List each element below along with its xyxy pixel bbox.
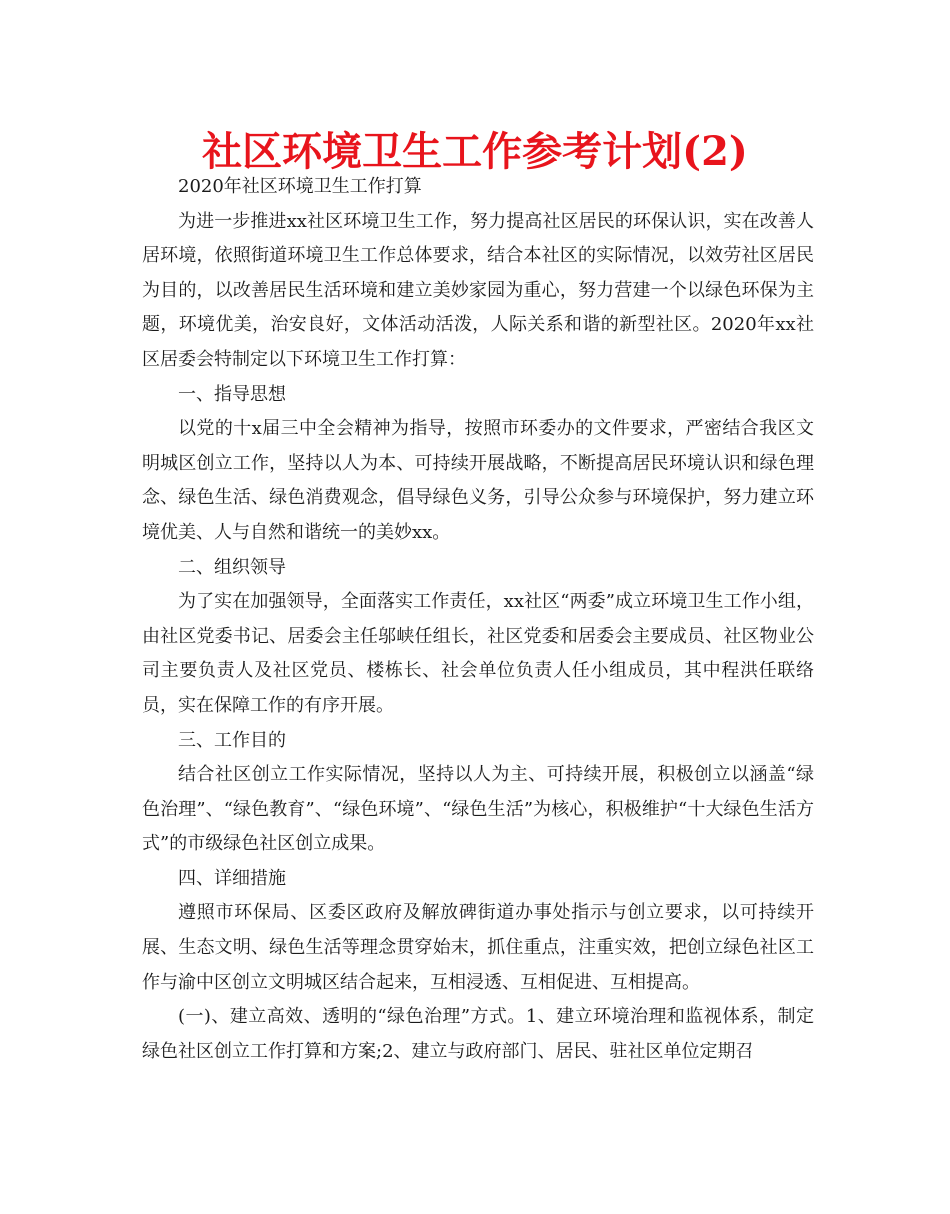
document-title: 社区环境卫生工作参考计划(2): [202, 128, 748, 175]
section-heading-organization: 二、组织领导: [178, 556, 286, 578]
section-paragraph-objectives: 结合社区创立工作实际情况，坚持以人为主、可持续开展，积极创立以涵盖“绿色治理”、“绿色教育”、“绿色环境”、“绿色生活”为核心，积极维护“十大绿色生活方式”的市级绿色社区创立成果。: [142, 764, 814, 855]
section-paragraph-measures: 遵照市环保局、区委区政府及解放碑街道办事处指示与创立要求，以可持续开展、生态文明、绿色生活等理念贯穿始末，抓住重点，注重实效，把创立绿色社区工作与渝中区创立文明城区结合起来，互相浸透、互相促进、互相提高。: [142, 902, 814, 993]
section-paragraph-organization: 为了实在加强领导，全面落实工作责任，xx社区“两委”成立环境卫生工作小组，由社区党委书记、居委会主任邬峡任组长，社区党委和居委会主要成员、社区物业公司主要负责人及社区党员、楼栋长、社会单位负责人任小组成员，其中程洪任联络员，实在保障工作的有序开展。: [142, 591, 814, 716]
section-heading-measures: 四、详细措施: [178, 867, 286, 889]
section-heading-objectives: 三、工作目的: [178, 729, 286, 751]
section-paragraph-green-governance: (一)、建立高效、透明的“绿色治理”方式。1、建立环境治理和监视体系，制定绿色社区创立工作打算和方案;2、建立与政府部门、居民、驻社区单位定期召: [142, 1006, 814, 1062]
section-paragraph-guiding-thought: 以党的十x届三中全会精神为指导，按照市环委办的文件要求，严密结合我区文明城区创立工作，坚持以人为本、可持续开展战略，不断提高居民环境认识和绿色理念、绿色生活、绿色消费观念，倡导绿色义务，引导公众参与环境保护，努力建立环境优美、人与自然和谐统一的美妙xx。: [142, 418, 814, 543]
intro-paragraph: 为进一步推进xx社区环境卫生工作，努力提高社区居民的环保认识，实在改善人居环境，依照街道环境卫生工作总体要求，结合本社区的实际情况，以效劳社区居民为目的，以改善居民生活环境和建立美妙家园为重心，努力营建一个以绿色环保为主题，环境优美，治安良好，文体活动活泼，人际关系和谐的新型社区。2020年xx社区居委会特制定以下环境卫生工作打算：: [142, 210, 814, 370]
document-body: [142, 170, 814, 1069]
section-heading-guiding-thought: 一、指导思想: [178, 383, 286, 405]
document-subtitle: 2020年社区环境卫生工作打算: [178, 176, 422, 197]
